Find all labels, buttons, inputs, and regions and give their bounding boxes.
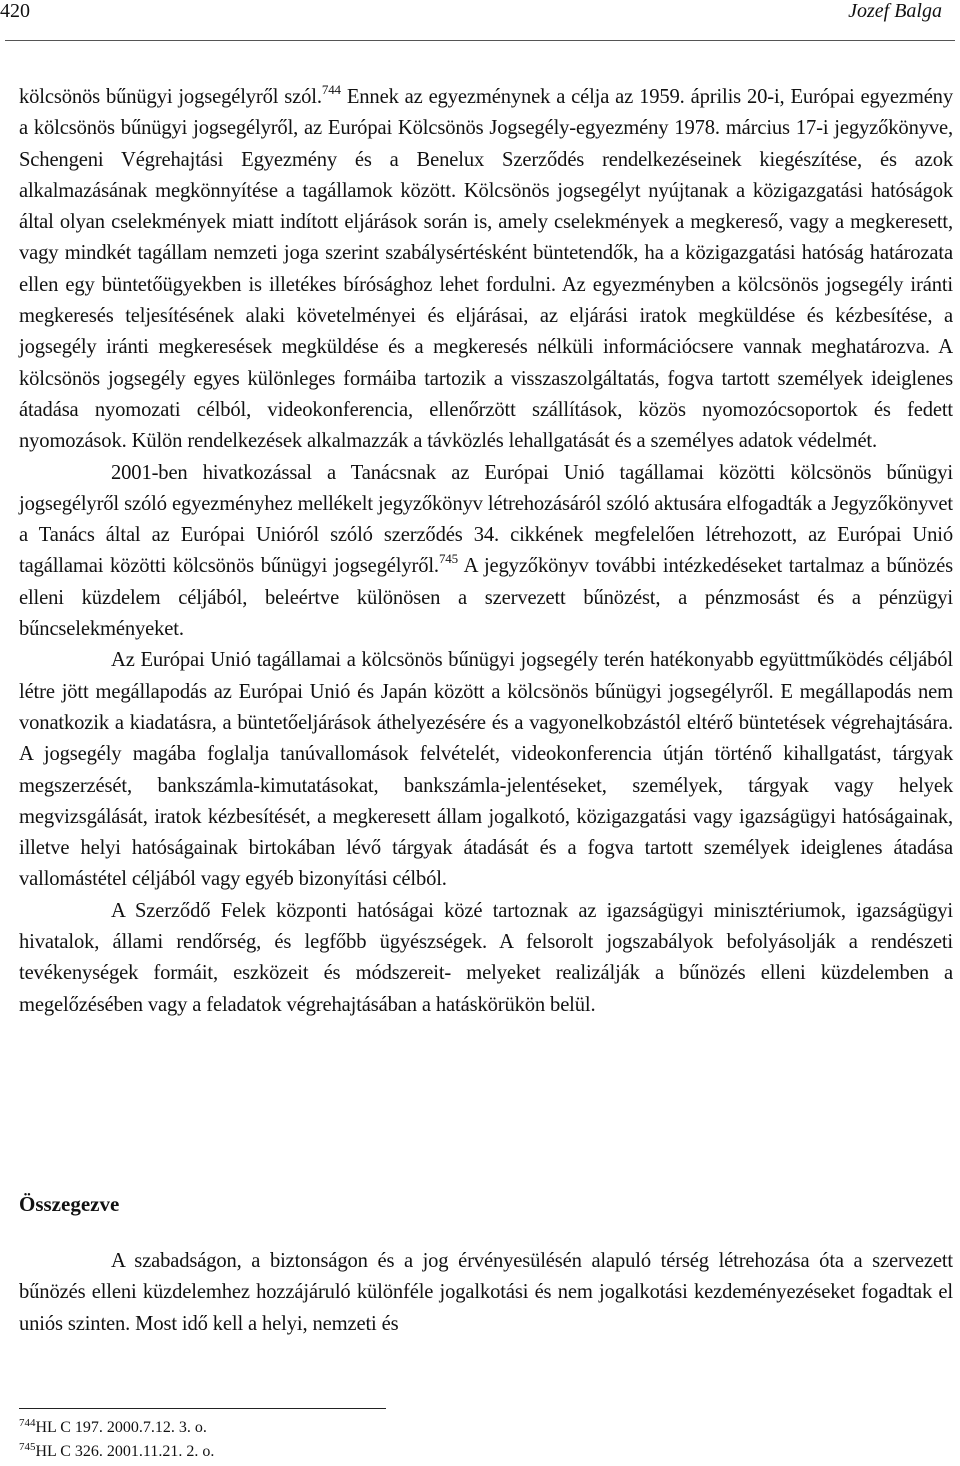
footnote-text: HL C 326. 2001.11.21. 2. o. [35, 1443, 215, 1460]
body-text [19, 82, 953, 1021]
paragraph-2 [19, 458, 953, 646]
summary-paragraph: A szabadságon, a biztonságon és a jog érvényesülésén alapuló térség létrehozása óta a szervezett bűnözés elleni küzdelemhez hozzájáruló különféle jogalkotási és nem jogalkotási kezdeményezéseket fogadtak el uniós szinten. Most idő kell a helyi, nemzeti és [19, 1250, 953, 1335]
footnote-ref-744[interactable]: 744 [321, 82, 341, 97]
paragraph-3: Az Európai Unió tagállamai a kölcsönös bűnügyi jogsegély terén hatékonyabb együttműködés céljából létre jött megállapodás az Európai Unió és Japán között a kölcsönös bűnügyi jogsegélyről. E megállapodás nem vonatkozik a kiadatásra, a büntetőeljárások áthelyezésére és a vagyonelkobzástól eltérő büntetések végrehajtására. A jogsegély magába foglalja tanúvallomások felvételét, videokonferencia útján történő kihallgatást, tárgyak megszerzését, bankszámla-kimutatásokat, bankszámla-jelentéseket, személyek, tárgyak vagy helyek megvizsgálását, iratok kézbesítését, a megkeresett állam jogalkotó, közigazgatási vagy igazságügyi hatóságainak, illetve helyi hatóságainak birtokában lévő tárgyak átadását és a fogva tartott személyek ideiglenes átadása vallomástétel céljából vagy egyéb bizonyítási célból. [19, 649, 953, 891]
paragraph-1 [19, 82, 953, 458]
footnotes [19, 1418, 214, 1466]
footnote-745 [19, 1442, 214, 1462]
paragraph-2-text-b: A jegyzőkönyv további intézkedéseket tartalmaz a bűnözés elleni küzdelem céljából, beleértve különösen a szervezett bűnözést, a pénzmosást és a pénzügyi bűncselekményeket. [19, 555, 953, 641]
paragraph-4: A Szerződő Felek központi hatóságai közé tartoznak az igazságügyi minisztériumok, igazságügyi hivatalok, állami rendőrség, és legfőbb ügyészségek. A felsorolt jogszabályok befolyásolják a rendészeti tevékenységek formáit, eszközeit és módszereit- melyeket realizálják a bűnözés elleni küzdelemben a megelőzésében vagy a feladatok végrehajtásában a hatáskörükön belül. [19, 899, 953, 1016]
header-rule [5, 40, 955, 41]
page-header [0, 0, 960, 24]
footnote-number: 745 [19, 1441, 36, 1453]
footnote-text: HL C 197. 2000.7.12. 3. o. [35, 1419, 207, 1436]
paragraph-1-text-a: kölcsönös bűnügyi jogsegélyről szól. [19, 86, 322, 108]
page-number: 420 [0, 0, 30, 22]
footnote-separator [19, 1408, 386, 1409]
footnote-744 [19, 1418, 214, 1438]
paragraph-1-text-b: Ennek az egyezménynek a célja az 1959. április 20-i, Európai egyezmény a kölcsönös bűnügyi jogsegélyről, az Európai Kölcsönös Jogsegély-egyezmény 1978. március 17-i jegyzőkönyve, Schengeni Végrehajtási Egyezmény és a Benelux Szerződés rendelkezéseinek kiegészítése, és azok alkalmazásának megkönnyítése a tagállamok között. Kölcsönös jogsegélyt nyújtanak a közigazgatási hatóságok által olyan cselekmények miatt indított eljárások során is, amely cselekmények a megkereső, vagy a megkeresett, vagy mindkét tagállam nemzeti joga szerint szabálysértésként büntetendők, ha a közigazgatási hatóság határozata ellen egy büntetőügyekben is illetékes bírósághoz lehet fordulni. Az egyezményben a kölcsönös jogsegély iránti megkeresés teljesítésének alaki követelményei és eljárásai, az eljárási iratok megküldése és kézbesítése, a jogsegély iránti megkeresések megküldése és a megkeresés nélküli információcsere vannak meghatározva. A kölcsönös jogsegély egyes különleges formáiba tartozik a visszaszolgáltatás, fogva tartott személyek ideiglenes átadása nyomozati célból, videokonferencia, ellenőrzött szállítások, közös nyomozócsoportok és fedett nyomozások. Külön rendelkezések alkalmazzák a távközlés lehallgatását és a személyes adatok védelmét. [19, 86, 953, 453]
footnote-number: 744 [19, 1417, 36, 1429]
footnote-ref-745[interactable]: 745 [438, 551, 458, 567]
paragraph-2-text-a: 2001-ben hivatkozással a Tanácsnak az Európai Unió tagállamai közötti kölcsönös bűnügyi jogsegélyről szóló egyezményhez mellékelt jegyzőkönyv létrehozásáról szóló aktusára elfogadták a Jegyzőkönyvet a Tanács által az Európai Unióról szóló szerződés 34. cikkének megfelelően létrehozott, az Európai Unió tagállamai közötti kölcsönös bűnügyi jogsegélyről. [19, 461, 953, 578]
running-head-author: Jozef Balga [848, 0, 942, 22]
section-heading-summary: Összegezve [19, 1192, 120, 1216]
